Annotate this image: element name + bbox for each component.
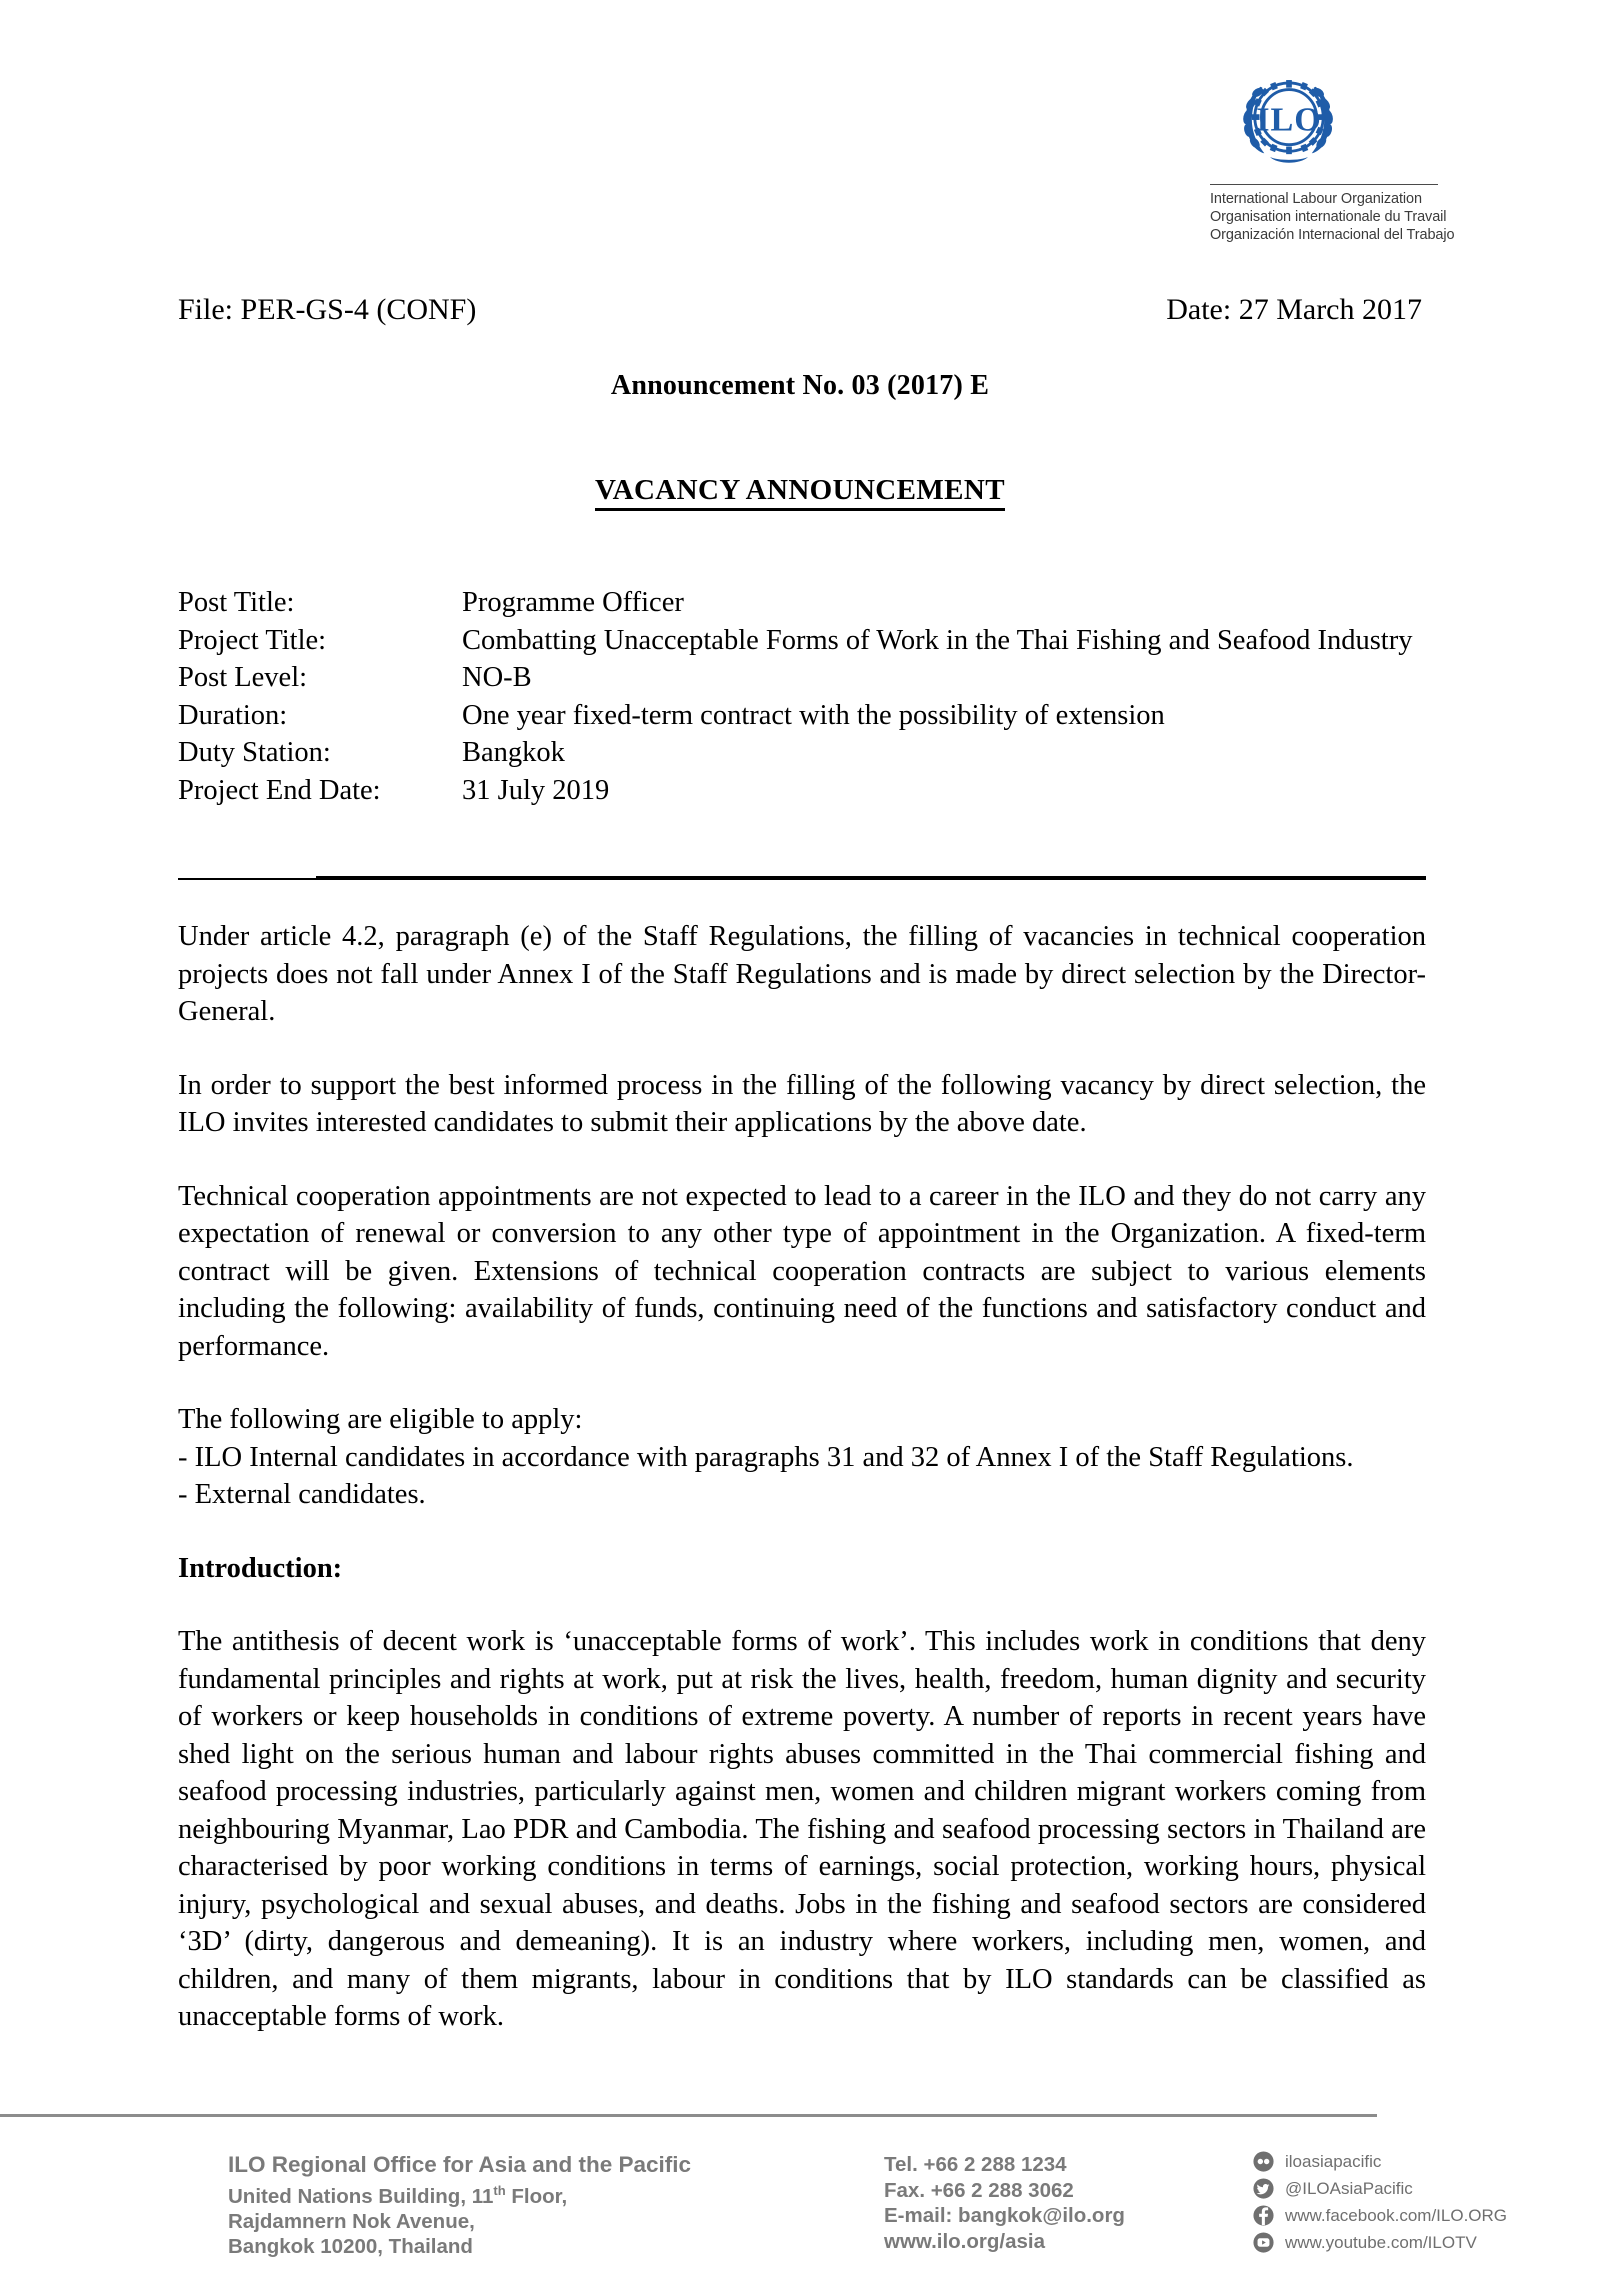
section-divider-thin [178, 878, 316, 880]
eligibility-item-internal: - ILO Internal candidates in accordance with paragraphs 31 and 32 of Annex I of the Staff Regulations. [178, 1441, 1354, 1473]
youtube-icon [1253, 2232, 1274, 2253]
footer-address [228, 2152, 691, 2260]
ilo-logo-block [1196, 62, 1455, 244]
detail-value: Combatting Unacceptable Forms of Work in the Thai Fishing and Seafood Industry [462, 624, 1413, 656]
detail-value: One year fixed-term contract with the possibility of extension [462, 699, 1165, 731]
detail-row [178, 622, 1426, 660]
logo-line-es: Organización Internacional del Trabajo [1210, 227, 1455, 243]
logo-line-en: International Labour Organization [1210, 191, 1422, 207]
detail-label: Post Title: [178, 587, 295, 618]
footer-social-links [1253, 2148, 1507, 2256]
post-details [178, 584, 1426, 809]
document-date: Date: 27 March 2017 [1166, 293, 1422, 326]
page-footer [0, 2144, 1600, 2269]
file-reference: File: PER-GS-4 (CONF) [178, 293, 477, 326]
social-label-youtube: www.youtube.com/ILOTV [1285, 2233, 1477, 2252]
document-body [178, 918, 1426, 2072]
section-divider-thick [316, 876, 1426, 880]
footer-divider [0, 2114, 1377, 2117]
footer-website[interactable]: www.ilo.org/asia [884, 2229, 1045, 2253]
section-divider [178, 876, 1426, 880]
twitter-icon [1253, 2178, 1274, 2199]
social-label-facebook: www.facebook.com/ILO.ORG [1285, 2206, 1508, 2225]
logo-line-fr: Organisation internationale du Travail [1210, 209, 1447, 225]
svg-text:ILO: ILO [1256, 101, 1322, 139]
flickr-icon [1253, 2151, 1274, 2172]
social-link-twitter[interactable] [1253, 2175, 1507, 2202]
footer-contact [884, 2152, 1125, 2254]
footer-address-line-1b: Floor, [505, 2184, 568, 2208]
footer-office-name: ILO Regional Office for Asia and the Pacific [228, 2152, 692, 2177]
detail-label: Post Level: [178, 662, 308, 693]
paragraph-technical-cooperation: Technical cooperation appointments are not expected to lead to a career in the ILO and they do not carry any expectation of renewal or conversion to any other type of appointment in the Organization. A fixed-term contract will be given. Extensions of technical cooperation contracts are subject to various elements including the following: availability of funds, continuing need of the functions and satisfactory conduct and performance. [178, 1180, 1426, 1362]
social-label-flickr: iloasiapacific [1285, 2152, 1382, 2171]
footer-email[interactable]: E-mail: bangkok@ilo.org [884, 2204, 1125, 2227]
detail-row [178, 734, 1426, 772]
footer-fax: Fax. +66 2 288 3062 [884, 2178, 1074, 2202]
detail-value: 31 July 2019 [462, 774, 610, 806]
page-title-text: VACANCY ANNOUNCEMENT [595, 474, 1005, 511]
announcement-number: Announcement No. 03 (2017) E [610, 370, 990, 401]
detail-row [178, 659, 1426, 697]
footer-tel: Tel. +66 2 288 1234 [884, 2153, 1067, 2176]
page-title [178, 474, 1422, 507]
social-label-twitter: @ILOAsiaPacific [1285, 2179, 1413, 2198]
detail-value: Bangkok [462, 737, 565, 768]
detail-label: Project End Date: [178, 774, 381, 806]
footer-address-line-1 [228, 2178, 691, 2209]
footer-address-line-3: Bangkok 10200, Thailand [228, 2235, 473, 2259]
document-meta-row [178, 292, 1422, 328]
social-link-youtube[interactable] [1253, 2229, 1507, 2256]
logo-org-names [1210, 190, 1455, 244]
logo-divider [1210, 184, 1438, 185]
detail-row [178, 697, 1426, 735]
detail-value: Programme Officer [462, 587, 684, 618]
paragraph-article-4-2: Under article 4.2, paragraph (e) of the Staff Regulations, the filling of vacancies in technical cooperation projects does not fall under Annex I of the Staff Regulations and is made by direct selection by the Director-General. [178, 921, 1426, 1027]
social-link-facebook[interactable] [1253, 2202, 1507, 2229]
footer-floor-ordinal: th [493, 2182, 506, 2198]
detail-row [178, 772, 1426, 810]
introduction-heading: Introduction: [178, 1552, 343, 1584]
footer-address-line-2: Rajdamnern Nok Avenue, [228, 2209, 475, 2233]
detail-label: Duty Station: [178, 737, 331, 768]
eligibility-intro: The following are eligible to apply: [178, 1404, 583, 1435]
eligibility-item-external: - External candidates. [178, 1479, 426, 1510]
detail-row [178, 584, 1426, 622]
ilo-logo-icon [1232, 62, 1346, 176]
detail-label: Project Title: [178, 624, 327, 656]
introduction-paragraph: The antithesis of decent work is ‘unacceptable forms of work’. This includes work in conditions that deny fundamental principles and rights at work, put at risk the lives, health, freedom, human dignity and security of workers or keep households in conditions of extreme poverty. A number of reports in recent years have shed light on the serious human and labour rights abuses committed in the Thai commercial fishing and seafood processing industries, particularly against men, women and children migrant workers coming from neighbouring Myanmar, Lao PDR and Cambodia. The fishing and seafood processing sectors in Thailand are characterised by poor working conditions in terms of earnings, social protection, working hours, physical injury, psychological and sexual abuses, and deaths. Jobs in the fishing and seafood sectors are considered ‘3D’ (dirty, dangerous and demeaning). It is an industry where workers, including men, women, and children, and many of them migrants, labour in conditions that by ILO standards can be classified as unacceptable forms of work. [178, 1626, 1426, 2032]
footer-address-line-1a: United Nations Building, 11 [228, 2184, 494, 2208]
paragraph-invitation: In order to support the best informed process in the filling of the following vacancy by direct selection, the ILO invites interested candidates to submit their applications by the above date. [178, 1069, 1426, 1138]
detail-value: NO-B [462, 662, 532, 693]
detail-label: Duration: [178, 699, 288, 731]
facebook-icon [1253, 2205, 1274, 2226]
social-link-flickr[interactable] [1253, 2148, 1507, 2175]
